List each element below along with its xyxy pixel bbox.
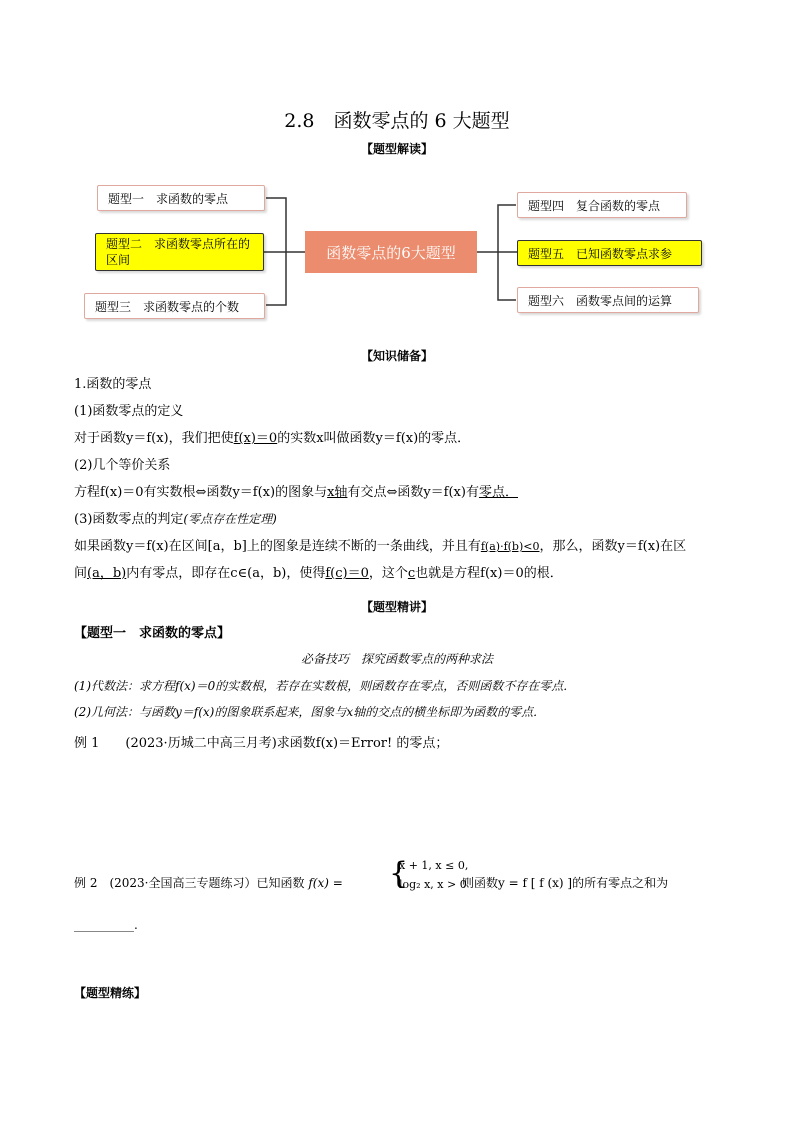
text-span: ，那么，函数y＝f(x)在区 — [539, 539, 687, 554]
text-span: 有交点⇔函数y＝f(x)有 — [347, 485, 479, 500]
brace-glyph: { — [389, 856, 409, 891]
underlined-text: x轴 — [327, 485, 348, 500]
underlined-text: (a，b) — [87, 566, 127, 581]
answer-blank: __________. — [74, 918, 138, 932]
type1-heading: 【题型一 求函数的零点】 — [74, 626, 231, 641]
knowledge-line: 1.函数的零点 — [74, 377, 152, 392]
text-span: (零点存在性定理) — [183, 512, 277, 526]
method-line: (1)代数法：求方程f(x)＝0的实数根，若存在实数根，则函数存在零点，否则函数不存在零点． — [74, 679, 576, 693]
underlined-text: 零点． — [478, 485, 518, 500]
knowledge-line — [74, 562, 563, 581]
knowledge-line — [74, 481, 518, 500]
knowledge-line: (2)几个等价关系 — [74, 458, 171, 473]
text-span: 内有零点，即存在c∈(a，b)，使得 — [126, 566, 326, 581]
text-span: 如果函数y＝f(x)在区间[a，b]上的图象是连续不断的一条曲线，并且有 — [74, 539, 481, 554]
page-title: 2.8 函数零点的 6 大题型 — [284, 110, 510, 132]
mindmap-node-right-2: 题型五 已知函数零点求参 — [517, 240, 702, 266]
text-span: 的实数x叫做函数y＝f(x)的零点． — [277, 431, 471, 446]
example-2-lead — [74, 874, 343, 891]
underlined-text: f(x)＝0 — [233, 431, 278, 446]
mindmap-node-right-1: 题型四 复合函数的零点 — [517, 192, 687, 218]
mindmap-center: 函数零点的6大题型 — [305, 231, 477, 273]
tip-heading: 必备技巧 探究函数零点的两种求法 — [300, 652, 493, 666]
section-interpret: 【题型解读】 — [360, 142, 433, 156]
mindmap-node-left-3: 题型三 求函数零点的个数 — [84, 293, 265, 319]
example-2-tail: 则函数y = f [ f (x) ]的所有零点之和为 — [462, 876, 669, 890]
knowledge-line — [74, 508, 277, 527]
text-span: 对于函数y＝f(x)，我们把使 — [74, 431, 234, 446]
piecewise-row: log₂ x, x > 0 — [399, 878, 467, 891]
function-notation: f(x) = — [308, 876, 343, 890]
text-span: 也就是方程f(x)＝0的根． — [415, 566, 563, 581]
section-practice: 【题型精练】 — [74, 986, 147, 1000]
method-line: (2)几何法：与函数y＝f(x)的图象联系起来，图象与x轴的交点的横坐标即为函数的零点． — [74, 705, 546, 719]
knowledge-line: (1)函数零点的定义 — [74, 404, 184, 419]
text-span: 方程f(x)＝0有实数根⇔函数y＝f(x)的图象与 — [74, 485, 328, 500]
text-span: 例 2 (2023·全国高三专题练习）已知函数 — [74, 876, 305, 890]
knowledge-line — [74, 535, 686, 554]
section-knowledge: 【知识储备】 — [360, 349, 433, 363]
text-span: ，这个 — [368, 566, 408, 581]
text-span: 间 — [74, 566, 88, 581]
piecewise-row: x + 1, x ≤ 0, — [399, 859, 469, 872]
text-span: (3)函数零点的判定 — [74, 512, 184, 527]
underlined-text: f(c)＝0 — [325, 566, 369, 581]
mindmap-node-left-2: 题型二 求函数零点所在的区间 — [95, 233, 264, 271]
underlined-text: c — [407, 566, 416, 581]
section-lecture: 【题型精讲】 — [360, 600, 433, 614]
mindmap-node-right-3: 题型六 函数零点间的运算 — [517, 287, 699, 313]
example-1: 例 1 (2023·历城二中高三月考)求函数f(x)＝Error! 的零点； — [74, 736, 449, 751]
underlined-text: f(a)·f(b)<0 — [480, 540, 540, 553]
knowledge-line — [74, 427, 470, 446]
mindmap-node-left-1: 题型一 求函数的零点 — [97, 185, 265, 211]
